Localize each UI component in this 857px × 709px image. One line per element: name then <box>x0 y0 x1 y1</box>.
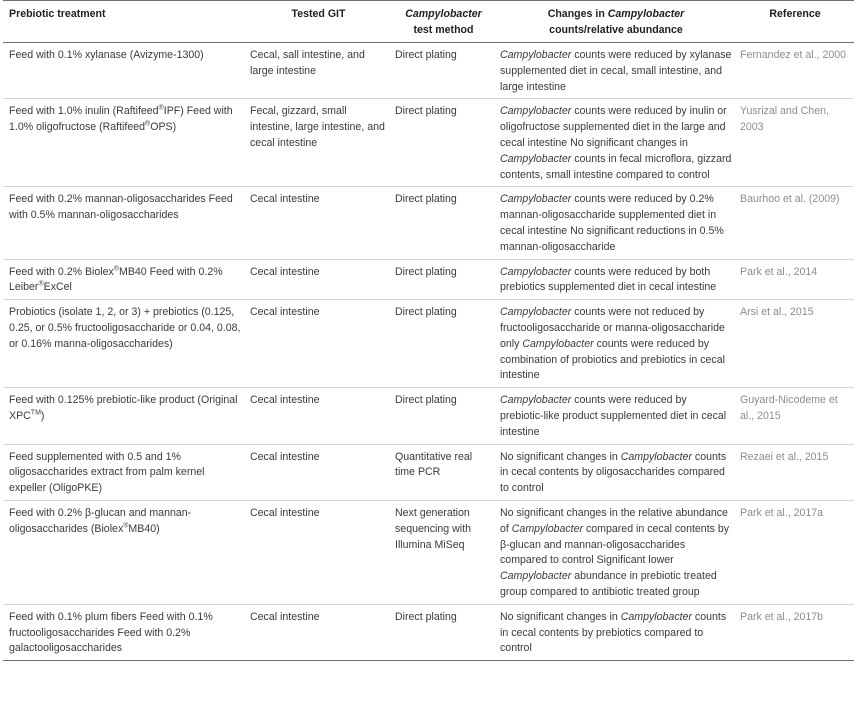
git-cell: Cecal intestine <box>246 500 391 604</box>
changes-cell: Campylobacter counts were reduced by 0.2% mannan-oligosaccharide supplemented diet in cecal intestine No significant reductions in 0.5% mannan-oligosaccharide <box>496 187 736 259</box>
reference-cell: Fernandez et al., 2000 <box>736 43 854 99</box>
changes-cell: Campylobacter counts were not reduced by fructooligosaccharide or manna-oligosaccharide only Campylobacter counts were reduced by combination of probiotics and prebiotics in cecal intestine <box>496 300 736 388</box>
method-cell: Quantitative real time PCR <box>391 444 496 500</box>
treatment-cell: Feed with 1.0% inulin (Raftifeed®IPF) Feed with 1.0% oligofructose (Raftifeed®OPS) <box>3 99 246 187</box>
treatment-cell: Feed with 0.125% prebiotic-like product (Original XPC™) <box>3 388 246 444</box>
method-cell: Direct plating <box>391 187 496 259</box>
git-cell: Cecal, sall intestine, and large intestine <box>246 43 391 99</box>
table-row <box>3 500 854 604</box>
changes-cell: No significant changes in Campylobacter counts in cecal contents by prebiotics compared to control <box>496 604 736 660</box>
treatment-cell: Feed with 0.2% mannan-oligosaccharides Feed with 0.5% mannan-oligosaccharides <box>3 187 246 259</box>
git-cell: Cecal intestine <box>246 444 391 500</box>
git-cell: Cecal intestine <box>246 187 391 259</box>
git-cell: Fecal, gizzard, small intestine, large intestine, and cecal intestine <box>246 99 391 187</box>
reference-cell: Park et al., 2017a <box>736 500 854 604</box>
treatment-cell: Probiotics (isolate 1, 2, or 3) + prebiotics (0.125, 0.25, or 0.5% fructooligosaccharide or 0.04, 0.08, or 0.16% manna-oligosaccharides) <box>3 300 246 388</box>
treatment-cell: Feed supplemented with 0.5 and 1% oligosaccharides extract from palm kernel expeller (OligoPKE) <box>3 444 246 500</box>
reference-cell: Baurhoo et al. (2009) <box>736 187 854 259</box>
method-cell: Next generation sequencing with Illumina MiSeq <box>391 500 496 604</box>
treatment-cell: Feed with 0.2% Biolex®MB40 Feed with 0.2% Leiber®ExCel <box>3 259 246 300</box>
treatment-cell: Feed with 0.1% plum fibers Feed with 0.1% fructooligosaccharides Feed with 0.2% galactooligosaccharides <box>3 604 246 660</box>
header-tested-git: Tested GIT <box>246 1 391 43</box>
changes-cell: Campylobacter counts were reduced by xylanase supplemented diet in cecal, small intestine, and large intestine <box>496 43 736 99</box>
reference-cell: Yusrizal and Chen, 2003 <box>736 99 854 187</box>
changes-cell: Campylobacter counts were reduced by inulin or oligofructose supplemented diet in the large and cecal intestine No significant changes in Campylobacter counts in fecal microflora, gizzard contents, small intestine compared to control <box>496 99 736 187</box>
reference-cell: Rezaei et al., 2015 <box>736 444 854 500</box>
reference-cell: Park et al., 2017b <box>736 604 854 660</box>
table-row <box>3 300 854 388</box>
treatment-cell: Feed with 0.1% xylanase (Avizyme-1300) <box>3 43 246 99</box>
method-cell: Direct plating <box>391 388 496 444</box>
changes-cell: Campylobacter counts were reduced by both prebiotics supplemented diet in cecal intestine <box>496 259 736 300</box>
header-prebiotic-treatment: Prebiotic treatment <box>3 1 246 43</box>
table-row <box>3 99 854 187</box>
header-test-method: Campylobacter test method <box>391 1 496 43</box>
git-cell: Cecal intestine <box>246 388 391 444</box>
reference-cell: Park et al., 2014 <box>736 259 854 300</box>
table-row <box>3 43 854 99</box>
table-row <box>3 388 854 444</box>
git-cell: Cecal intestine <box>246 259 391 300</box>
changes-cell: No significant changes in the relative abundance of Campylobacter compared in cecal contents by β-glucan and mannan-oligosaccharides compared to control Significant lower Campylobacter abundance in prebiotic treated group compared to antibiotic treated group <box>496 500 736 604</box>
reference-cell: Arsi et al., 2015 <box>736 300 854 388</box>
table-row <box>3 259 854 300</box>
method-cell: Direct plating <box>391 300 496 388</box>
git-cell: Cecal intestine <box>246 300 391 388</box>
git-cell: Cecal intestine <box>246 604 391 660</box>
treatment-cell: Feed with 0.2% β-glucan and mannan-oligosaccharides (Biolex®MB40) <box>3 500 246 604</box>
method-cell: Direct plating <box>391 604 496 660</box>
header-changes: Changes in Campylobacter counts/relative abundance <box>496 1 736 43</box>
changes-cell: Campylobacter counts were reduced by prebiotic-like product supplemented diet in cecal intestine <box>496 388 736 444</box>
method-cell: Direct plating <box>391 43 496 99</box>
prebiotic-campylobacter-table <box>3 0 854 661</box>
method-cell: Direct plating <box>391 99 496 187</box>
table-row <box>3 444 854 500</box>
header-reference: Reference <box>736 1 854 43</box>
header-row <box>3 1 854 43</box>
method-cell: Direct plating <box>391 259 496 300</box>
table-row <box>3 604 854 660</box>
table-row <box>3 187 854 259</box>
reference-cell: Guyard-Nicodeme et al., 2015 <box>736 388 854 444</box>
changes-cell: No significant changes in Campylobacter counts in cecal contents by oligosaccharides compared to control <box>496 444 736 500</box>
